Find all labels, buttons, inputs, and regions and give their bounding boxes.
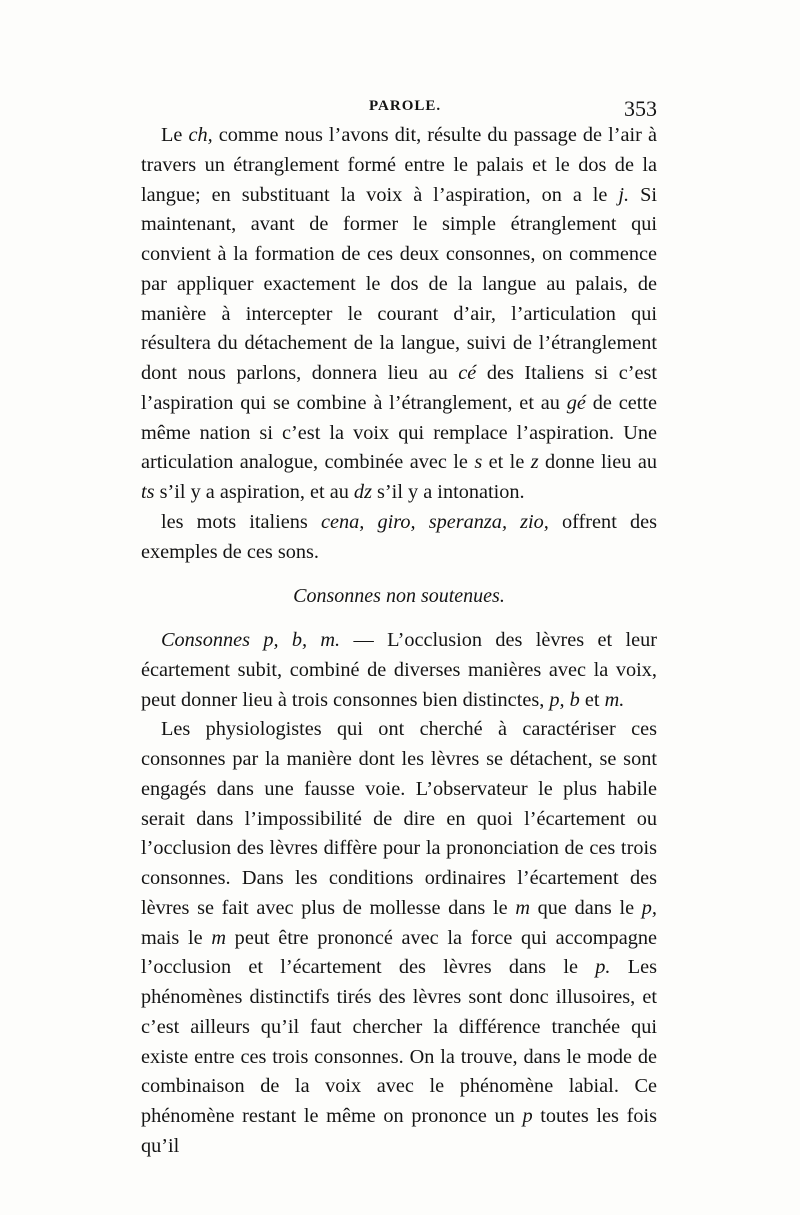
running-head: PAROLE.: [369, 98, 442, 114]
page-number: 353: [624, 96, 657, 121]
page-body: [141, 121, 657, 1162]
paragraph-label: Consonnes p, b, m.: [161, 629, 341, 651]
paragraph-italian-examples: les mots italiens cena, giro, speranza, zio, offrent des exemples de ces sons.: [141, 510, 658, 563]
paragraph-ch-consonants: Le ch, comme nous l’avons dit, résulte du passage de l’air à travers un étranglement formé entre le palais et le dos de la langue; en substituant la voix à l’aspiration, on a le j. Si maintenant, avant de former le simple étranglement qui convient à la formation de ces deux consonnes, on commence par appliquer exactement le dos de la langue au palais, de manière à intercepter le courant d’air, l’articulation qui résultera du détachement de la langue, suivi de l’étranglement dont nous parlons, donnera lieu au cé des Italiens si c’est l’aspiration qui se combine à l’étranglement, et au gé de cette même nation si c’est la voix qui remplace l’aspiration. Une articulation analogue, combinée avec le s et le z donne lieu au ts s’il y a aspiration, et au dz s’il y a intonation.: [141, 124, 657, 503]
section-heading: Consonnes non soutenues.: [293, 585, 505, 608]
paragraph-physiologists: Les physiologistes qui ont cherché à caractériser ces consonnes par la manière dont les lèvres se détachent, se sont engagés dans une fausse voie. L’observateur le plus habile serait dans l’impossibilité de dire en quoi l’écartement ou l’occlusion des lèvres diffère pour la prononciation de ces trois consonnes. Dans les conditions ordinaires l’écartement des lèvres se fait avec plus de mollesse dans le m que dans le p, mais le m peut être prononcé avec la force qui accompagne l’occlusion et l’écartement des lèvres dans le p. Les phénomènes distinctifs tirés des lèvres sont donc illusoires, et c’est ailleurs qu’il faut chercher la différence tranchée qui existe entre ces trois consonnes. On la trouve, dans le mode de combinaison de la voix avec le phénomène labial. Ce phénomène restant le même on prononce un p toutes les fois qu’il: [141, 718, 658, 1157]
paragraph-pbm-intro: Consonnes p, b, m. — L’occlusion des lèvres et leur écartement subit, combiné de diverses manières avec la voix, peut donner lieu à trois consonnes bien distinctes, p, b et m.: [141, 629, 658, 711]
